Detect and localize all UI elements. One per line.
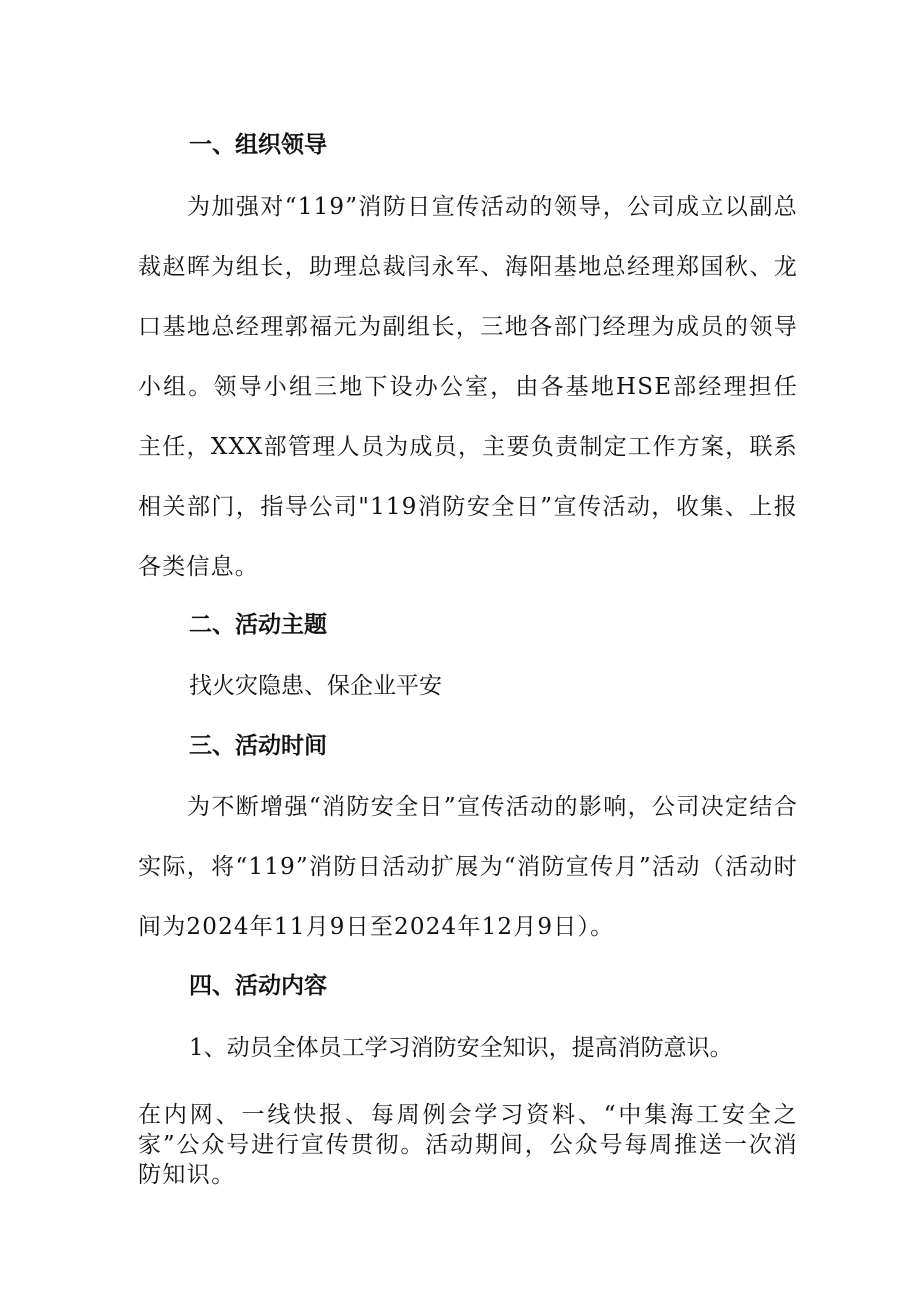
section-paragraph-time: 为不断增强“消防安全日”宣传活动的影响，公司决定结合实际，将“119”消防日活动扩展为“消防宣传月”活动（活动时间为2024年11月9日至2024年12月9日）。 [138,794,798,940]
section-heading-content: 四、活动内容 [189,972,327,999]
section-heading-organization: 一、组织领导 [189,131,327,158]
content-item-1-detail: 在内网、一线快报、每周例会学习资料、“中集海工安全之家”公众号进行宣传贯彻。活动期间，公众号每周推送一次消防知识。 [138,1102,798,1188]
section-paragraph-theme: 找火灾隐患、保企业平安 [189,673,442,699]
section-heading-theme: 二、活动主题 [189,611,327,638]
section-paragraph-organization: 为加强对“119”消防日宣传活动的领导，公司成立以副总裁赵晖为组长，助理总裁闫永军、海阳基地总经理郑国秋、龙口基地总经理郭福元为副组长，三地各部门经理为成员的领导小组。领导小组三地下设办公室，由各基地HSE部经理担任主任，XXX部管理人员为成员，主要负责制定工作方案，联系相关部门，指导公司"119消防安全日”宣传活动，收集、上报各类信息。 [138,194,798,580]
content-item-1: 1、动员全体员工学习消防安全知识，提高消防意识。 [189,1035,733,1061]
section-heading-time: 三、活动时间 [189,732,327,759]
